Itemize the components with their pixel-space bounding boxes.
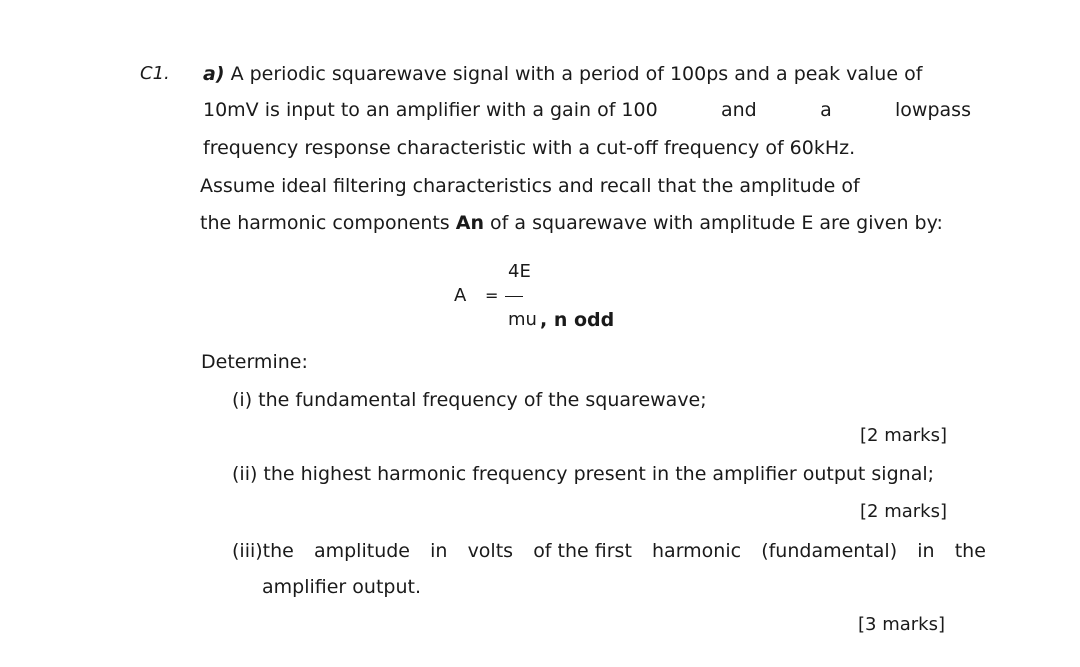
paragraph-line-5 (200, 212, 943, 234)
question-iii-marks: [3 marks] (858, 614, 945, 635)
paragraph-line-1 (203, 63, 922, 85)
question-iii-word: (iii)the (232, 540, 294, 562)
part-label: a) (203, 63, 225, 85)
question-iii-word: of the first (533, 540, 632, 562)
paragraph-line-2 (203, 99, 971, 121)
question-iii-word: (fundamental) (761, 540, 898, 562)
formula-equals: = (485, 286, 499, 305)
paragraph-line-4: Assume ideal filtering characteristics and recall that the amplitude of (200, 175, 860, 197)
paragraph-line-2-word: lowpass (895, 99, 971, 121)
question-iii-continuation: amplifier output. (262, 576, 421, 598)
fraction-bar (505, 296, 523, 297)
formula-lhs: A (454, 285, 467, 306)
question-iii-word: volts (467, 540, 514, 562)
question-ii-text: (ii) the highest harmonic frequency present in the amplifier output signal; (232, 463, 935, 485)
paragraph-line-2-word: and (721, 99, 757, 121)
question-iii-text (232, 540, 986, 562)
determine-label: Determine: (201, 351, 308, 373)
harmonic-symbol: An (455, 212, 484, 234)
question-iii-word: amplitude (313, 540, 410, 562)
question-i-text: (i) the fundamental frequency of the squarewave; (232, 389, 707, 411)
question-iii-word: in (430, 540, 448, 562)
paragraph-line-2-word: 10mV is input to an amplifier with a gain of 100 (203, 99, 658, 121)
paragraph-line-5-end: of a squarewave with amplitude E are given by: (490, 212, 943, 234)
question-number: C1. (140, 63, 170, 84)
question-i-marks: [2 marks] (860, 425, 947, 446)
formula-numerator: 4E (508, 261, 531, 282)
paragraph-line-2-word: a (820, 99, 832, 121)
question-iii-word: the (954, 540, 986, 562)
question-iii-word: in (917, 540, 935, 562)
question-iii-word: harmonic (652, 540, 742, 562)
paragraph-line-1-text: A periodic squarewave signal with a period of 100ps and a peak value of (230, 63, 923, 85)
paragraph-line-5-start: the harmonic components (200, 212, 450, 234)
formula-condition: , n odd (540, 309, 615, 331)
question-ii-marks: [2 marks] (860, 501, 947, 522)
paragraph-line-3: frequency response characteristic with a cut-off frequency of 60kHz. (203, 137, 856, 159)
formula-denominator: mu (508, 309, 537, 330)
